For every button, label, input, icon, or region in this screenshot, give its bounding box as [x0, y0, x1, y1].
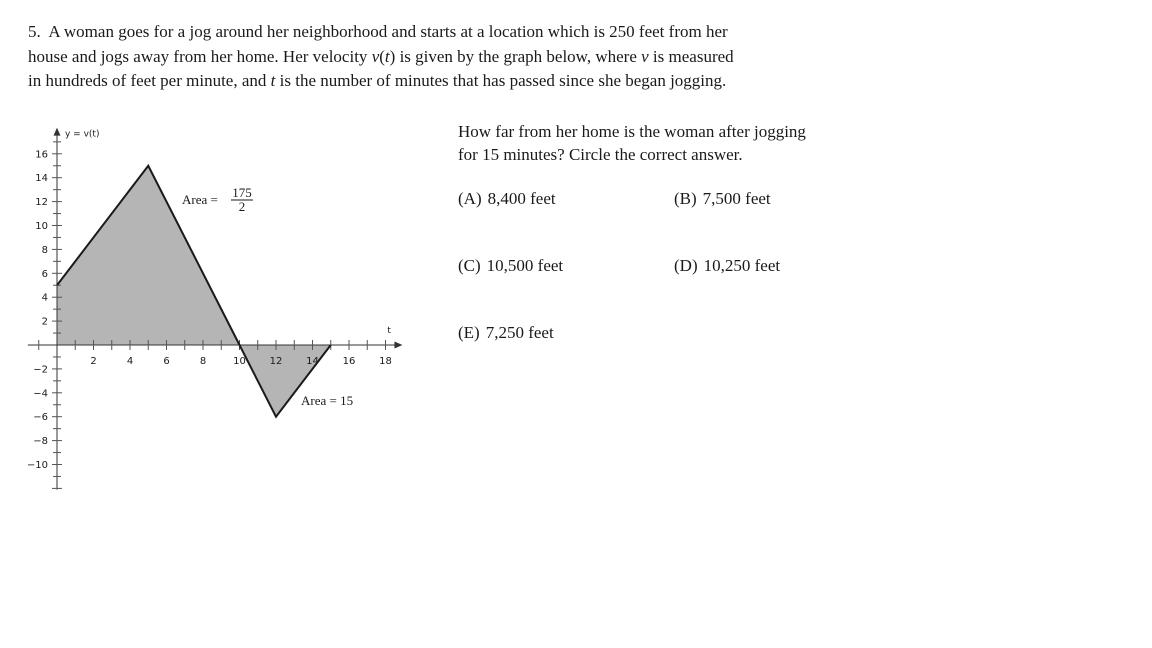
choice-c-text: 10,500 feet [486, 256, 564, 275]
y-tick-label: −8 [33, 436, 48, 448]
v-symbol: v [371, 46, 380, 66]
y-axis-arrow-icon [54, 128, 61, 136]
y-tick-label: 14 [35, 173, 48, 185]
choice-b-text: 7,500 feet [702, 189, 771, 208]
x-axis-arrow-icon [394, 342, 402, 349]
choice-b[interactable] [674, 189, 771, 209]
y-tick-label: −10 [26, 460, 48, 471]
choice-a-label: (A) [458, 189, 482, 208]
problem-line-2c: is measured [648, 46, 734, 66]
velocity-graph [0, 0, 440, 520]
problem-line-2b: is given by the graph below, where [395, 46, 642, 66]
y-tick-label: 8 [41, 244, 48, 256]
x-tick-label: 2 [90, 356, 97, 367]
y-tick-label: 10 [35, 221, 48, 232]
x-tick-label: 10 [233, 356, 246, 367]
x-tick-label: 6 [163, 356, 170, 367]
choice-e[interactable] [458, 323, 554, 343]
t-symbol-2: t [270, 71, 276, 90]
choice-e-text: 7,250 feet [485, 323, 554, 342]
choice-d-label: (D) [674, 256, 698, 275]
choice-a[interactable] [458, 189, 556, 209]
problem-number: 5. [28, 22, 41, 41]
question-line-1: How far from her home is the woman after jogging [458, 122, 806, 141]
y-tick-label: −2 [33, 364, 48, 376]
question-line-2: for 15 minutes? Circle the correct answer. [458, 145, 743, 164]
x-axis-label: t [387, 326, 391, 336]
y-tick-label: 4 [41, 292, 48, 304]
problem-line-2a: house and jogs away from her home. Her velocity [28, 46, 372, 66]
y-tick-label: 2 [41, 316, 48, 328]
choice-c-label: (C) [458, 256, 481, 275]
problem-statement: 5. A woman goes for a jog around her neighborhood and starts at a location which is 250 feet from her house and jogs away from her home. Her velocity v(t) is given by the graph below, where v is measured in hundreds of feet per minute, and t is the number of minutes that has passed since she began jogging. [28, 22, 734, 90]
area-annotation-2: Area = 15 [301, 393, 354, 408]
problem-line-3b: is the number of minutes that has passed since she began jogging. [275, 71, 727, 90]
x-tick-label: 8 [199, 356, 207, 367]
y-tick-label: 12 [35, 197, 48, 209]
problem-line-1: A woman goes for a jog around her neighborhood and starts at a location which is 250 feet from her [48, 22, 728, 41]
choice-a-text: 8,400 feet [487, 189, 556, 208]
area-annotation-1-denominator: 2 [238, 199, 246, 214]
x-tick-label: 14 [306, 356, 319, 367]
y-tick-label: 6 [41, 268, 48, 280]
x-tick-label: 12 [269, 356, 283, 367]
choice-d[interactable] [674, 256, 780, 276]
x-tick-label: 4 [126, 356, 134, 367]
choice-b-label: (B) [674, 189, 697, 208]
area-annotation-1-numerator: 175 [232, 185, 252, 200]
y-tick-label: −6 [33, 412, 48, 424]
problem-line-3a: in hundreds of feet per minute, and [28, 71, 271, 90]
area-annotation-1-label: Area = [182, 192, 218, 207]
y-tick-label: −4 [33, 388, 48, 400]
x-tick-label: 16 [342, 356, 356, 367]
y-tick-label: 16 [35, 149, 48, 161]
curve-label: y = v(t) [65, 129, 100, 140]
choice-e-label: (E) [458, 323, 480, 342]
v-symbol-2: v [641, 46, 649, 66]
choice-c[interactable] [458, 256, 563, 276]
x-tick-label: 18 [379, 356, 392, 367]
question-prompt [458, 120, 858, 166]
t-symbol: t [384, 46, 390, 66]
choice-d-text: 10,250 feet [703, 256, 781, 275]
